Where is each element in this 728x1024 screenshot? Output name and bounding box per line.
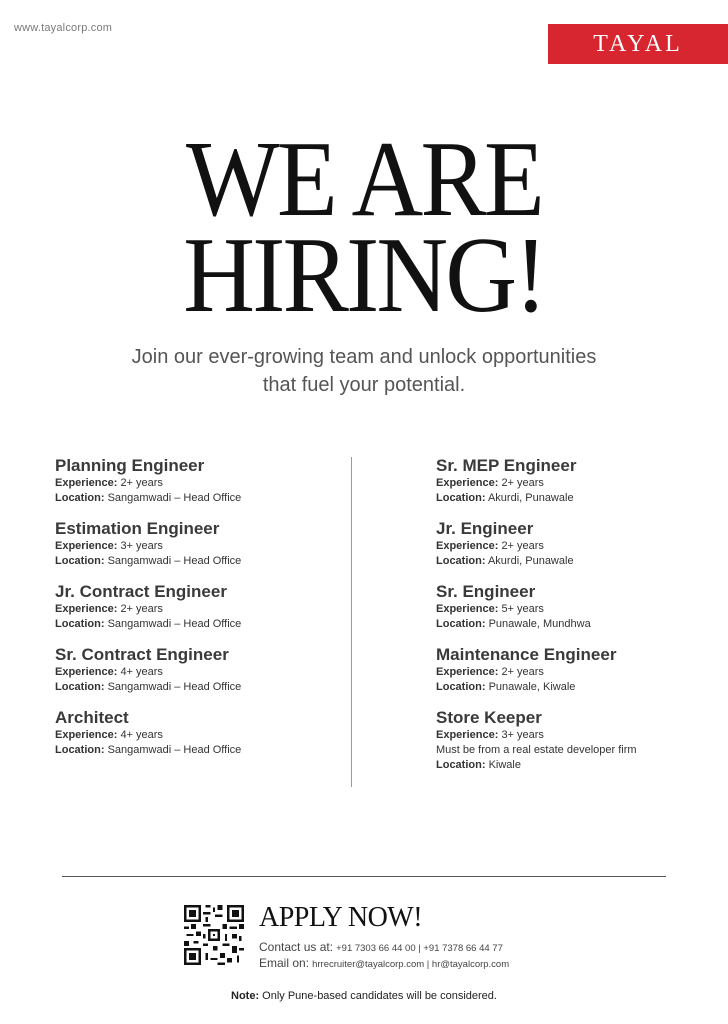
location-value: Sangamwadi – Head Office [107, 492, 242, 504]
location-label: Location: [436, 681, 486, 693]
contact-email-addresses[interactable]: hrrecruiter@tayalcorp.com | hr@tayalcorp.com [312, 959, 510, 970]
job-location [436, 758, 726, 773]
job-location [436, 554, 726, 569]
location-value: Akurdi, Punawale [487, 492, 574, 504]
contact-label: Contact us at: [259, 940, 334, 954]
subtitle-line-1: Join our ever-growing team and unlock opportunities [131, 346, 597, 368]
contact-block [259, 940, 509, 972]
job-listing [55, 519, 345, 569]
footer-divider [62, 876, 666, 877]
job-title: Jr. Contract Engineer [55, 582, 227, 601]
job-experience [55, 665, 345, 680]
location-value: Sangamwadi – Head Office [107, 681, 242, 693]
location-label: Location: [55, 744, 105, 756]
location-label: Location: [436, 759, 486, 771]
contact-email-line [259, 956, 509, 972]
footer-note [0, 990, 728, 1002]
experience-value: 2+ years [120, 603, 163, 615]
job-title: Estimation Engineer [55, 519, 220, 538]
job-title: Planning Engineer [55, 456, 205, 475]
location-label: Location: [55, 492, 105, 504]
job-listing [55, 582, 345, 632]
experience-label: Experience: [55, 603, 118, 615]
jobs-right-column [436, 456, 726, 786]
job-location [55, 617, 345, 632]
column-divider [351, 457, 352, 787]
location-label: Location: [436, 555, 486, 567]
experience-value: 5+ years [501, 603, 544, 615]
job-listing [436, 456, 726, 506]
experience-value: 2+ years [120, 477, 163, 489]
job-listing [436, 582, 726, 632]
job-location [55, 743, 345, 758]
location-value: Akurdi, Punawale [487, 555, 574, 567]
experience-label: Experience: [436, 729, 499, 741]
site-url[interactable]: www.tayalcorp.com [14, 22, 113, 34]
location-value: Sangamwadi – Head Office [107, 555, 242, 567]
note-text: Only Pune-based candidates will be considered. [259, 990, 497, 1002]
job-experience [55, 539, 345, 554]
jobs-left-column [55, 456, 345, 771]
note-label: Note: [231, 990, 260, 1002]
location-value: Sangamwadi – Head Office [107, 618, 242, 630]
job-location [436, 491, 726, 506]
experience-value: 4+ years [120, 666, 163, 678]
location-label: Location: [436, 492, 486, 504]
location-value: Punawale, Kiwale [488, 681, 576, 693]
contact-phone-line [259, 940, 509, 956]
experience-value: 2+ years [501, 540, 544, 552]
location-value: Sangamwadi – Head Office [107, 744, 242, 756]
job-experience [436, 602, 726, 617]
location-label: Location: [436, 618, 486, 630]
job-title: Sr. MEP Engineer [436, 456, 577, 475]
job-location [55, 491, 345, 506]
job-experience [55, 728, 345, 743]
job-experience [436, 476, 726, 491]
job-listing [436, 519, 726, 569]
job-title: Sr. Contract Engineer [55, 645, 229, 664]
experience-label: Experience: [436, 540, 499, 552]
job-title: Maintenance Engineer [436, 645, 617, 664]
subtitle-line-2: that fuel your potential. [262, 374, 466, 396]
job-listing [436, 708, 726, 773]
experience-label: Experience: [436, 477, 499, 489]
job-experience [55, 602, 345, 617]
job-location [436, 617, 726, 632]
contact-phone-numbers[interactable]: +91 7303 66 44 00 | +91 7378 66 44 77 [336, 943, 503, 954]
job-title: Store Keeper [436, 708, 542, 727]
job-location [436, 680, 726, 695]
job-listing [55, 456, 345, 506]
email-label: Email on: [259, 956, 310, 970]
location-label: Location: [55, 681, 105, 693]
experience-label: Experience: [436, 666, 499, 678]
experience-value: 3+ years [120, 540, 163, 552]
experience-value: 3+ years [501, 729, 544, 741]
experience-label: Experience: [55, 729, 118, 741]
location-label: Location: [55, 618, 105, 630]
location-value: Punawale, Mundhwa [488, 618, 591, 630]
apply-now-heading: APPLY NOW! [259, 902, 423, 933]
job-title: Sr. Engineer [436, 582, 536, 601]
location-value: Kiwale [488, 759, 521, 771]
job-listing [55, 708, 345, 758]
experience-label: Experience: [55, 477, 118, 489]
job-experience [436, 539, 726, 554]
experience-value: 2+ years [501, 666, 544, 678]
job-requirement: Must be from a real estate developer firm [436, 744, 637, 756]
experience-label: Experience: [436, 603, 499, 615]
headline-line-1: WE ARE [185, 120, 542, 239]
job-experience [436, 728, 726, 743]
tayal-logo: TAYAL [548, 24, 728, 64]
experience-value: 2+ years [501, 477, 544, 489]
job-location [55, 554, 345, 569]
qr-code-icon[interactable] [184, 905, 244, 965]
experience-value: 4+ years [120, 729, 163, 741]
experience-label: Experience: [55, 540, 118, 552]
job-listing [436, 645, 726, 695]
job-experience [436, 665, 726, 680]
job-location [55, 680, 345, 695]
headline-line-2: HIRING! [183, 216, 545, 335]
experience-label: Experience: [55, 666, 118, 678]
job-listing [55, 645, 345, 695]
job-title: Jr. Engineer [436, 519, 534, 538]
job-title: Architect [55, 708, 129, 727]
location-label: Location: [55, 555, 105, 567]
job-experience [55, 476, 345, 491]
